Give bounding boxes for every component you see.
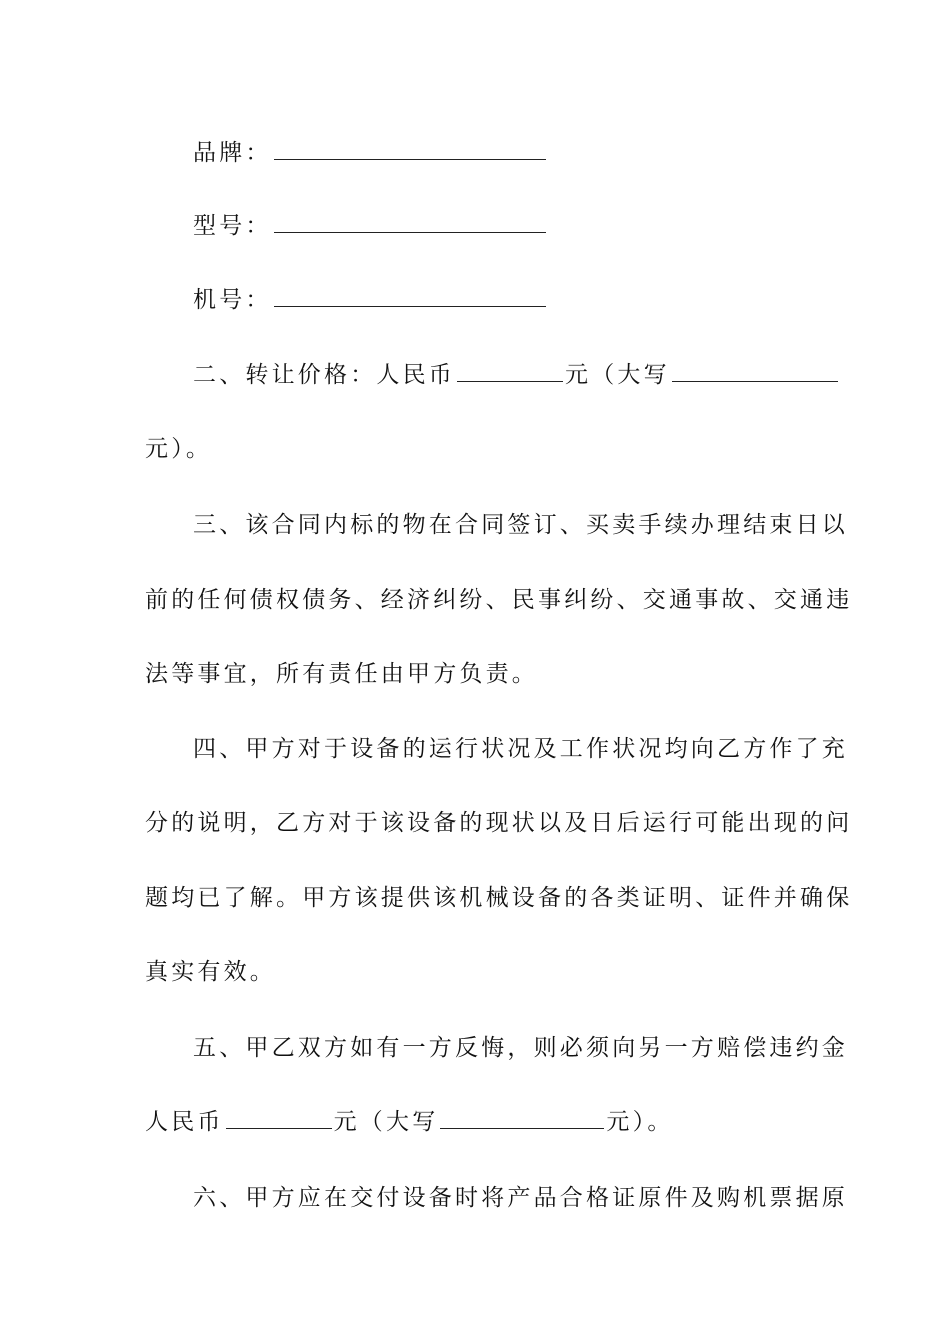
clause3-line1: 三、该合同内标的物在合同签订、买卖手续办理结束日以 [193, 512, 848, 538]
clause2-prefix: 二、转让价格：人民币 [193, 362, 455, 388]
clause3-line3: 法等事宜，所有责任由甲方负责。 [145, 661, 538, 687]
clause5-prefix: 人民币 [145, 1109, 224, 1135]
clause3-line2: 前的任何债权债务、经济纠纷、民事纠纷、交通事故、交通违 [145, 587, 853, 613]
penalty-uppercase-blank [440, 1106, 604, 1129]
clause5-end: 元）。 [606, 1109, 674, 1135]
model-label: 型号： [193, 213, 272, 239]
model-blank-line [274, 210, 546, 233]
clause4-line3: 题均已了解。甲方该提供该机械设备的各类证明、证件并确保 [145, 885, 853, 911]
penalty-amount-blank [226, 1106, 332, 1129]
serial-blank-line [274, 284, 546, 307]
clause2-line2 [145, 431, 815, 467]
clause6-line1: 六、甲方应在交付设备时将产品合格证原件及购机票据原 [193, 1185, 848, 1211]
clause5-line2 [145, 1104, 815, 1140]
serial-label: 机号： [193, 287, 272, 313]
brand-field-row [193, 135, 863, 171]
model-field-row [193, 208, 863, 244]
clause4-line1: 四、甲方对于设备的运行状况及工作状况均向乙方作了充 [193, 736, 848, 762]
clause4-line4: 真实有效。 [145, 959, 276, 985]
brand-blank-line [274, 137, 546, 160]
brand-label: 品牌： [193, 140, 272, 166]
price-uppercase-blank [672, 359, 838, 382]
clause4-line2: 分的说明，乙方对于该设备的现状以及日后运行可能出现的问 [145, 810, 853, 836]
clause5-line1: 五、甲乙双方如有一方反悔，则必须向另一方赔偿违约金 [193, 1035, 848, 1061]
price-amount-blank [457, 359, 563, 382]
clause2-yuan: 元（大写 [565, 362, 670, 388]
clause5-yuan: 元（大写 [333, 1109, 439, 1135]
clause2-end: 元）。 [145, 436, 213, 462]
clause2-line1 [193, 357, 863, 393]
serial-field-row [193, 282, 863, 318]
